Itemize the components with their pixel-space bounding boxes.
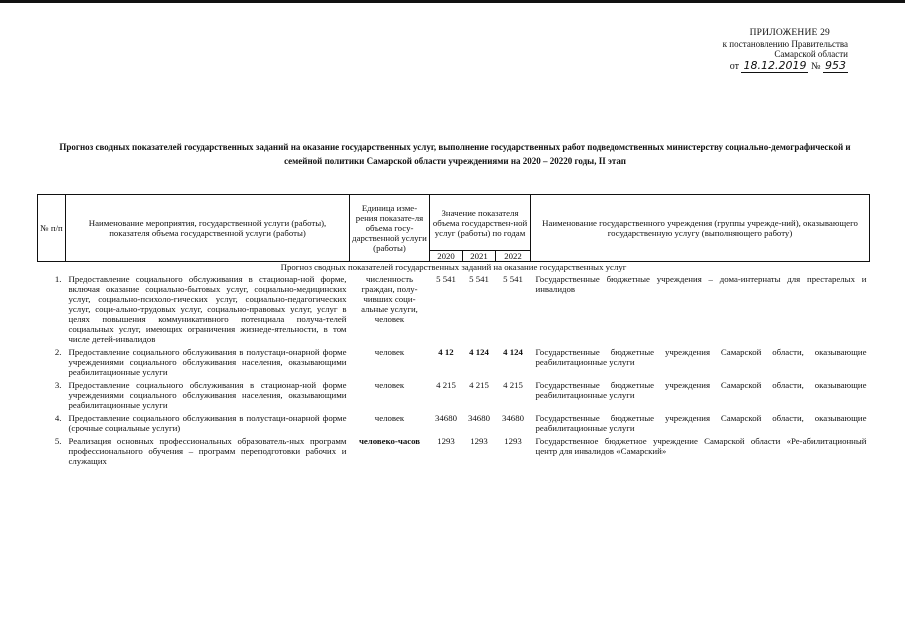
appendix-title: ПРИЛОЖЕНИЕ 29: [749, 28, 830, 38]
row-institution: Государственные бюджетные учреждения Самарской области, оказывающие реабилитационные услуги: [535, 347, 867, 367]
top-border-line: [0, 0, 905, 3]
row-value-2021: 4 215: [469, 380, 489, 390]
row-value-2021: 1293: [470, 436, 488, 446]
row-activity: Реализация основных профессиональных образователь-ных программ профессионального обучения – программ переподготовки рабочих и служащих: [68, 436, 347, 466]
header-institution: Наименование государственного учреждения (группы учрежде-ний), оказывающего государственную услугу (выполняющего работу): [531, 195, 870, 262]
appendix-line-2: Самарской области: [774, 49, 848, 59]
row-value-2021: 34680: [468, 413, 490, 423]
row-unit: человек: [374, 413, 405, 423]
table-row: [38, 378, 870, 411]
row-value-2020: 34680: [435, 413, 457, 423]
table-row: [38, 434, 870, 467]
row-activity: Предоставление социального обслуживания в стационар-ной форме, включая оказание социально-бытовых услуг, социально-медицинских услуг, социально-психоло-гических услуг, социально-педагогических услуг, соци-ально-трудовых услуг, социально-правовых услуг, услуг в целях повышения коммуникативного потенциала получа-телей социальных услуг, имеющих ограничения жизнеде-ятельности, в том числе детей-инвалидов: [68, 274, 347, 344]
row-number: 1.: [54, 274, 62, 284]
header-number: № п/п: [38, 195, 66, 262]
row-institution: Государственное бюджетное учреждение Самарской области «Ре-абилитационный центр для инвалидов «Самарский»: [535, 436, 867, 456]
row-number: 2.: [54, 347, 62, 357]
row-number: 5.: [54, 436, 62, 446]
handwritten-number: 953: [825, 58, 846, 72]
row-value-2020: 4 215: [436, 380, 456, 390]
row-value-2020: 1293: [437, 436, 455, 446]
row-value-2022: 4 124: [503, 347, 523, 357]
number-label: №: [810, 60, 821, 72]
row-number: 3.: [54, 380, 62, 390]
row-value-2022: 1293: [504, 436, 522, 446]
appendix-date-line: [678, 58, 848, 73]
row-activity: Предоставление социального обслуживания в полустаци-онарной форме (срочные социальные услуги): [68, 413, 347, 433]
section-row: [38, 262, 870, 273]
header-value-group: Значение показателя объема государствен-ной услуг (работы) по годам: [430, 195, 531, 251]
row-unit: человеко-часов: [358, 436, 421, 446]
appendix-line-1: к постановлению Правительства: [722, 38, 848, 49]
row-value-2022: 5 541: [503, 274, 523, 284]
table-row: [38, 272, 870, 345]
row-unit: численность граждан, полу-чивших соци-альные услуги, человек: [361, 274, 418, 324]
row-unit: человек: [374, 347, 405, 357]
row-number: 4.: [54, 413, 62, 423]
header-year-2022: 2022: [496, 251, 531, 262]
row-value-2020: 4 12: [438, 347, 454, 357]
section-title: Прогноз сводных показателей государственных заданий на оказание государственных услуг: [280, 262, 627, 272]
row-value-2021: 4 124: [469, 347, 489, 357]
row-value-2020: 5 541: [436, 274, 456, 284]
row-activity: Предоставление социального обслуживания в стационар-ной форме учреждениями социального обслуживания населения, оказывающими реабилитационные услуги: [68, 380, 347, 410]
table-row: [38, 345, 870, 378]
handwritten-date: 18.12.2019: [743, 58, 807, 72]
row-value-2022: 4 215: [503, 380, 523, 390]
row-value-2022: 34680: [502, 413, 524, 423]
appendix-header: [678, 28, 848, 72]
row-institution: Государственные бюджетные учреждения – дома-интернаты для престарелых и инвалидов: [535, 274, 867, 294]
indicators-table: [37, 194, 870, 467]
row-activity: Предоставление социального обслуживания в полустаци-онарной форме учреждениями социального обслуживания населения, оказывающими реабилитационные услуги: [68, 347, 347, 377]
header-year-2020: 2020: [430, 251, 463, 262]
header-year-2021: 2021: [463, 251, 496, 262]
header-activity: Наименование мероприятия, государственной услуги (работы), показателя объема государственной услуги (работы): [66, 195, 350, 262]
row-value-2021: 5 541: [469, 274, 489, 284]
document-title: Прогноз сводных показателей государственных заданий на оказание государственных услуг, выполнение государственных работ подведомственных министерству социально-демографической и семейной политики Самарской области учреждениями на 2020 – 20220 годы, II этап: [59, 142, 851, 166]
from-label: от: [729, 60, 739, 72]
row-unit: человек: [374, 380, 405, 390]
header-unit: Единица изме-рения показате-ля объема госу-дарственной услуги (работы): [350, 195, 430, 262]
row-institution: Государственные бюджетные учреждения Самарской области, оказывающие реабилитационные услуги: [535, 380, 867, 400]
row-institution: Государственные бюджетные учреждения Самарской области, оказывающие реабилитационные услуги: [535, 413, 867, 433]
table-row: [38, 411, 870, 434]
